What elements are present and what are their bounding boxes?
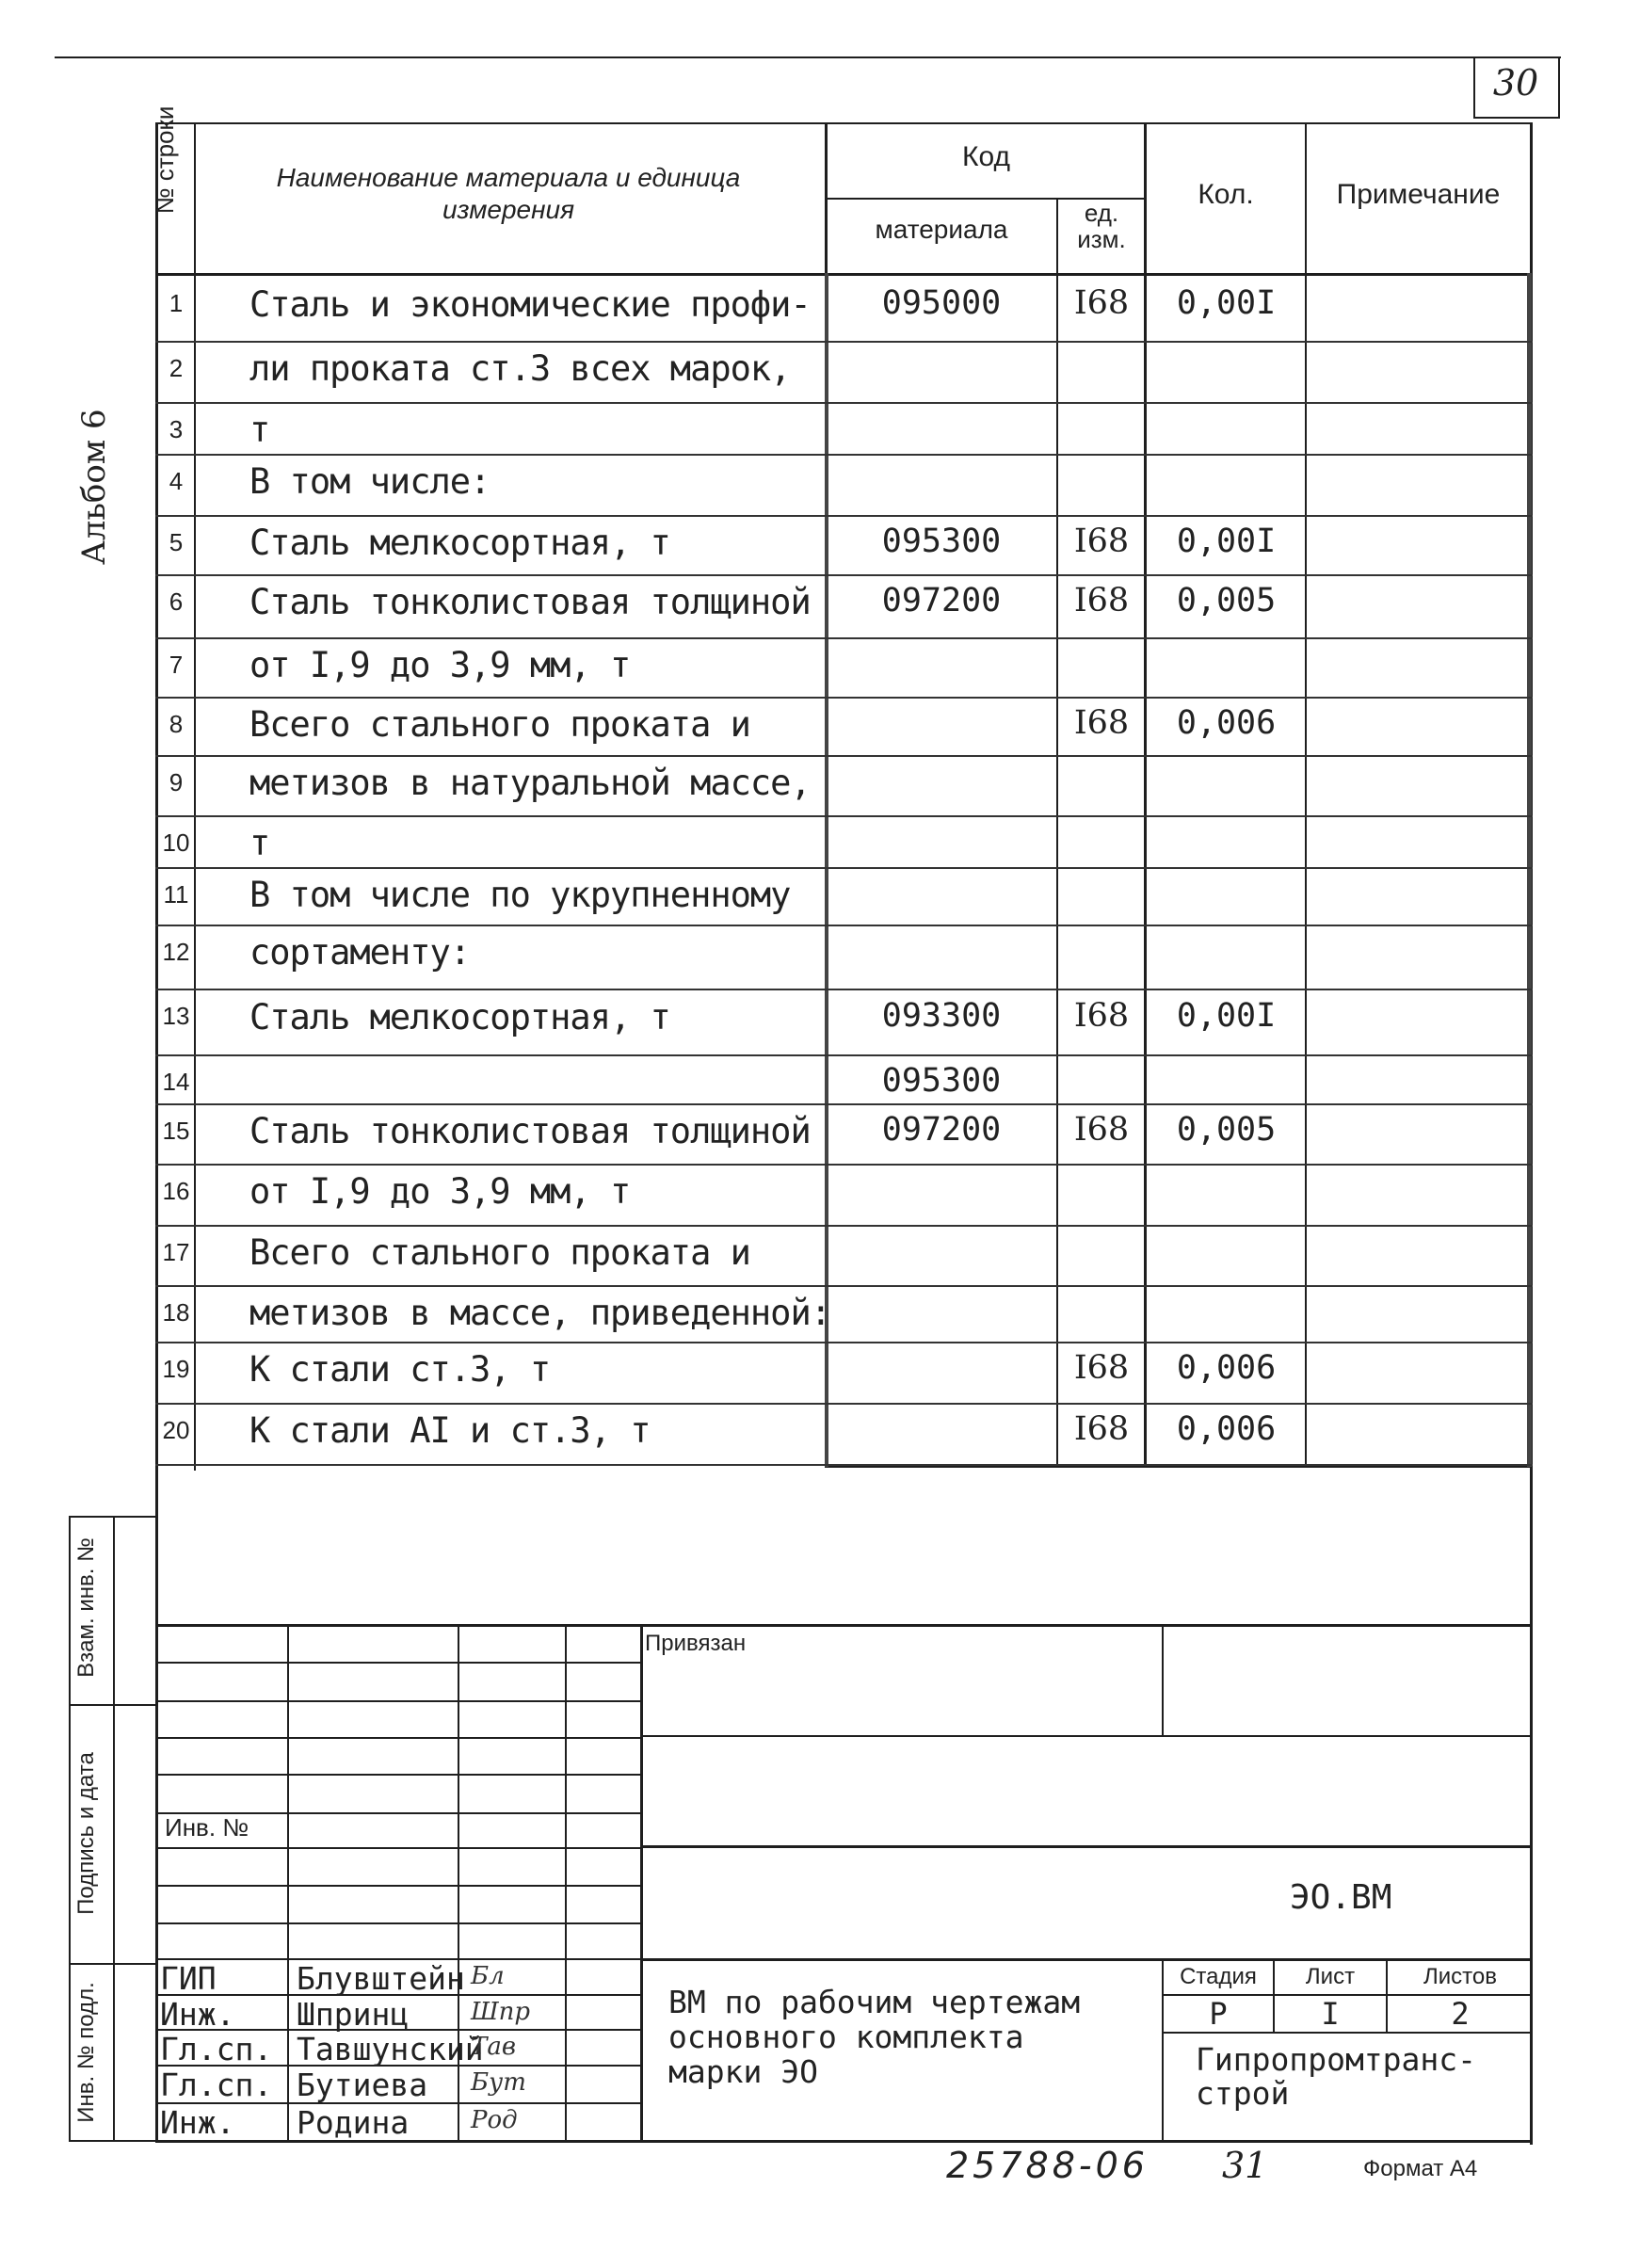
stamp-person-name: Тавшунский [297,2031,484,2067]
header-qty: Кол. [1198,179,1254,210]
row-unit-code: I68 [1073,523,1130,560]
row-number: 8 [169,710,184,738]
row-separator [155,1342,1533,1343]
row-number: 3 [169,415,184,443]
row-material-name: Всего стального проката и [249,1232,750,1273]
privyazan-bottom [640,1735,1533,1737]
side-left [69,1516,71,2142]
col-rowno-sep [194,122,196,1471]
row-number: 15 [162,1117,190,1145]
row-material-name: т [249,410,270,450]
row-number: 5 [169,528,184,556]
row-quantity: 0,006 [1176,1349,1277,1387]
stamp-signature: Род [471,2106,518,2134]
row-unit-code: I68 [1073,1111,1130,1149]
org-name [1196,2043,1476,2111]
stamp-person-name: Блувштейн [297,1960,465,1997]
row-material-name: метизов в натуральной массе, [249,763,811,803]
row-number: 20 [162,1416,190,1444]
row-number: 13 [162,1002,190,1030]
row-quantity: 0,005 [1176,1111,1277,1149]
row-number: 6 [169,587,184,616]
format-label: Формат А4 [1363,2156,1478,2181]
row-material-name: т [249,823,270,863]
row-quantity: 0,00I [1176,283,1277,322]
org-name-line-2: строй [1196,2075,1290,2112]
col-unit-sep [1144,122,1147,1467]
row-unit-code: I68 [1073,283,1130,322]
row-number: 11 [163,880,189,909]
archive-number: 25788-06 [946,2145,1149,2186]
row-separator [155,867,1533,869]
stamp-grid-line [155,1662,642,1664]
privyazan-right-sep [1162,1624,1164,1737]
row-material-name: Сталь тонколистовая толщиной [249,1111,811,1151]
inv-no-label: Инв. № [165,1813,249,1842]
stage-value: Р [1209,1996,1228,2032]
album-label: Альбом 6 [75,409,113,565]
stamp-person-name: Шпринц [297,1996,410,2033]
row-material-code: 095000 [881,283,1002,322]
row-number: 10 [162,828,190,857]
row-material-name: ли проката ст.3 всех марок, [249,348,791,389]
row-unit-code: I68 [1073,582,1130,619]
row-separator [155,454,1533,456]
row-material-name: сортаменту: [249,932,471,973]
row-separator [155,341,1533,343]
row-material-name: Всего стального проката и [249,704,750,745]
row-material-name: К стали ст.3, т [249,1349,551,1390]
header-code-material: материала [875,215,1008,244]
row-separator [155,697,1533,699]
row-separator [155,925,1533,926]
stamp-title [668,1985,1080,2089]
thick-left-frame [825,273,828,1467]
row-separator [155,1225,1533,1227]
header-note: Примечание [1336,179,1501,210]
row-separator [155,755,1533,757]
stamp-person-name: Родина [297,2104,410,2141]
row-material-name: Сталь и экономические профи- [249,283,811,325]
stamp-role: Инж. [160,2104,235,2141]
row-number: 4 [169,467,184,495]
row-quantity: 0,006 [1176,1410,1277,1448]
row-separator [155,815,1533,817]
stamp-grid-line [155,1885,642,1887]
stamp-grid-line [155,1774,642,1776]
side-label-inv-podl: Инв. № подл. [73,1982,99,2123]
stamp-role: ГИП [160,1960,217,1997]
stamp-grid-line [155,1847,642,1849]
org-name-line-1: Гипропромтранс- [1196,2041,1477,2078]
stamp-signature: Шпр [471,1998,531,2026]
row-unit-code: I68 [1073,704,1130,742]
stamp-signature: Бл [471,1962,505,1990]
stamp-role: Инж. [160,1996,235,2033]
thick-right-frame [1527,273,1532,1467]
stamp-role: Гл.сп. [160,2067,273,2103]
stamp-title-line-2: основного комплекта [668,2019,1024,2055]
sheet-number-box-bottom [1473,117,1560,119]
privyazan-label: Привязан [645,1631,747,1656]
stamp-signature: Тав [471,2033,516,2061]
row-number: 18 [162,1298,190,1327]
stamp-top-line [155,1624,1533,1627]
stamp-person-name: Бутиева [297,2067,428,2103]
row-unit-code: I68 [1073,1349,1130,1387]
side-inner [113,1516,115,2142]
stamp-signature: Бут [471,2068,526,2097]
header-bottom-line [155,273,1533,276]
sheet-number-box-right [1558,56,1560,119]
row-separator [155,1403,1533,1405]
side-label-podpis: Подпись и дата [73,1752,99,1915]
row-number: 16 [162,1177,190,1205]
stamp-title-line-1: ВМ по рабочим чертежам [668,1984,1081,2020]
row-quantity: 0,006 [1176,704,1277,742]
code-row-top [640,1845,1533,1848]
row-number: 2 [169,354,184,382]
code-row-bottom [640,1958,1533,1961]
row-number: 17 [162,1238,190,1266]
header-name: Наименование материала и единица измерения [276,163,741,224]
row-separator [155,989,1533,990]
stamp-grid-line [155,1922,642,1924]
row-unit-code: I68 [1073,1410,1130,1448]
row-separator [155,515,1533,517]
sheet-number-box-left [1473,56,1475,119]
sheets-value: 2 [1451,1996,1470,2032]
stamp-role: Гл.сп. [160,2031,273,2067]
row-separator [155,1054,1533,1056]
header-code-unit: ед. изм. [1077,199,1126,253]
row-unit-code: I68 [1073,997,1130,1035]
header-code: Код [961,141,1010,172]
row-quantity: 0,00I [1176,523,1277,560]
lower-frame-left [155,1469,158,2142]
row-material-code: 095300 [881,523,1002,560]
row-material-name: от I,9 до 3,9 мм, т [249,645,631,685]
stamp-grid-line [155,1700,642,1702]
row-material-name: В том числе по укрупненному [249,875,791,915]
row-number: 9 [169,768,184,796]
sheet-number: 30 [1492,62,1539,104]
stage-label: Стадия [1180,1964,1257,1989]
row-material-code: 097200 [881,1111,1002,1149]
header-row-no: № строки [151,105,179,215]
frame-top [155,122,1533,124]
row-material-name: от I,9 до 3,9 мм, т [249,1171,631,1212]
row-separator [155,1285,1533,1287]
sheets-label: Листов [1423,1964,1497,1989]
row-separator [155,1164,1533,1166]
col-code-sep [1056,198,1058,1467]
row-material-name: Сталь мелкосортная, т [249,523,670,563]
row-separator [155,1464,1533,1466]
row-material-name: К стали АI и ст.3, т [249,1410,651,1451]
sheet-value: I [1321,1996,1340,2032]
row-number: 12 [162,938,190,966]
row-material-name: метизов в массе, приведенной: [249,1293,831,1333]
side-label-vzam: Взам. инв. № [73,1537,99,1678]
page-hand: 31 [1222,2145,1268,2186]
row-number: 1 [169,289,184,317]
row-material-name: Сталь мелкосортная, т [249,997,670,1037]
row-separator [155,1103,1533,1105]
stage-bottom-line [1162,2032,1533,2034]
row-separator [155,574,1533,576]
doc-code: ЭО.ВМ [1290,1878,1392,1917]
row-separator [155,402,1533,404]
row-quantity: 0,00I [1176,997,1277,1035]
row-separator [155,637,1533,639]
row-number: 7 [169,651,184,679]
col-qty-sep [1305,122,1307,1467]
row-material-code: 095300 [881,1062,1002,1100]
stamp-title-line-3: марки ЭО [668,2053,818,2090]
top-border-line [55,56,1561,58]
row-material-name: В том числе: [249,461,490,502]
stamp-grid-line [155,1737,642,1739]
row-material-code: 093300 [881,997,1002,1035]
row-quantity: 0,005 [1176,582,1277,619]
row-material-code: 097200 [881,582,1002,619]
row-number: 14 [162,1068,190,1096]
row-number: 19 [162,1355,190,1383]
sheet-label: Лист [1305,1964,1356,1989]
row-material-name: Сталь тонколистовая толщиной [249,582,811,622]
